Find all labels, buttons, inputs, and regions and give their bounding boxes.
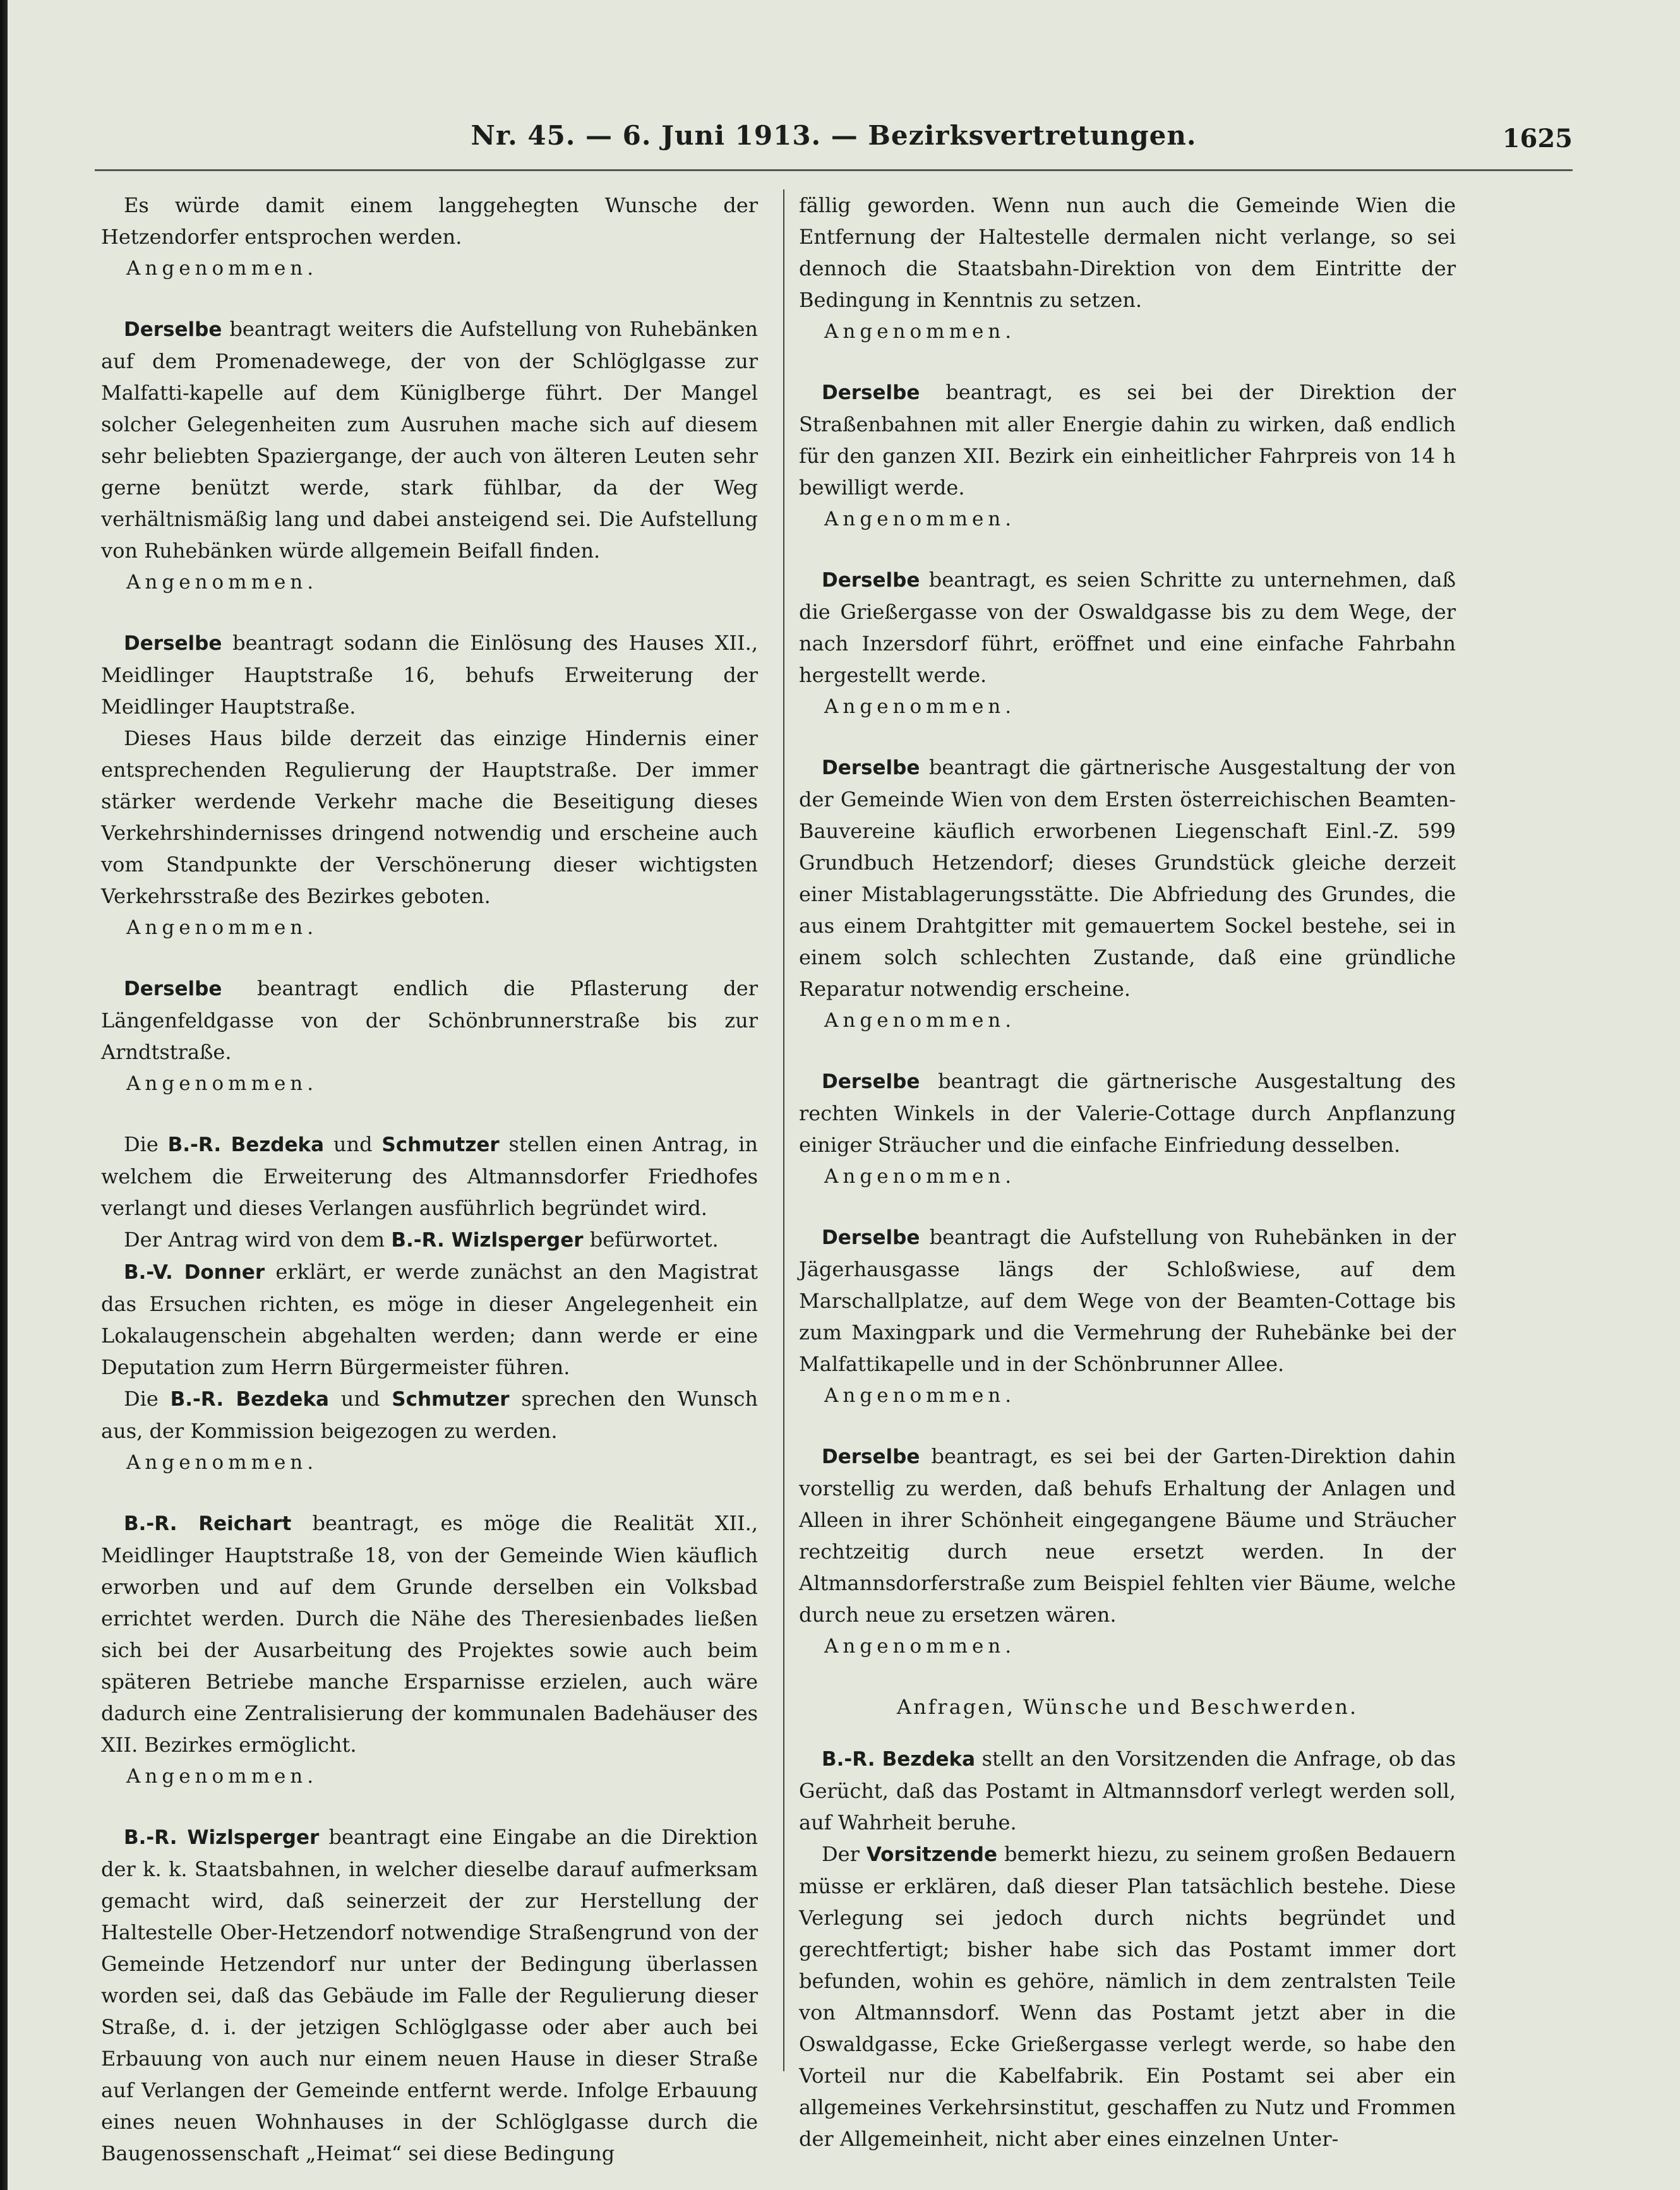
paragraph-text: beantragt eine Eingabe an die Direktion der k. k. Staatsbahnen, in welcher dieselbe darauf aufmerksam gemacht wird, daß seinerzeit der zur Herstellung der Haltestelle Ober-Hetzendorf notwendige Straßengrund von der Gemeinde Hetzendorf nur unter der Bedingung überlassen worden sei, daß das Gebäude im Falle der Regulierung dieser Straße, d. i. der jetzigen Schlöglgasse oder aber auch bei Erbauung von auch nur einem neuen Hause in dieser Straße auf Verlangen der Gemeinde entfernt werde. Infolge Erbauung eines neuen Wohnhauses in der Schlöglgasse durch die Baugenossenschaft „Heimat“ sei diese Bedingung xyxy=(101,1825,759,2165)
speaker-name: B.-R. Wizlsperger xyxy=(124,1826,320,1849)
speaker-name: Schmutzer xyxy=(381,1134,500,1156)
speaker-name: Derselbe xyxy=(822,1445,920,1468)
paragraph-text: Der xyxy=(822,1842,867,1866)
accepted-note: Angenommen. xyxy=(126,1451,318,1474)
speaker-name: B.-R. Wizlsperger xyxy=(391,1229,584,1252)
paragraph xyxy=(799,564,1456,691)
page-number: 1625 xyxy=(1502,124,1573,153)
accepted-note: Angenommen. xyxy=(824,1165,1016,1188)
paragraph xyxy=(101,722,758,912)
paragraph-text: Die xyxy=(124,1132,168,1156)
paragraph-text: beantragt sodann die Einlösung des Hauses XII., Meidlinger Hauptstraße 16, behufs Erweiterung der Meidlinger Hauptstraße. xyxy=(101,631,758,719)
accepted-note: Angenommen. xyxy=(824,1384,1016,1407)
paragraph-text: beantragt endlich die Pflasterung der Längenfeldgasse von der Schönbrunnerstraße bis zur Arndtstraße. xyxy=(101,976,758,1064)
paragraph xyxy=(101,1507,758,1761)
speaker-name: B.-R. Bezdeka xyxy=(167,1134,325,1156)
paragraph xyxy=(799,1838,1456,2155)
paragraph-text: bemerkt hiezu, zu seinem großen Bedauern müsse er erklären, daß dieser Plan tatsächlich bestehe. Diese Verlegung sei jedoch durch nichts begründet und gerechtfertigt; bisher habe sich das Postamt immer dort befunden, wohin es gehöre, nämlich in dem zentralsten Teile von Altmannsdorf. Wenn das Postamt jetzt aber in die Oswaldgasse, Ecke Grießergasse verlegt werde, so habe den Vorteil nur die Kabelfabrik. Ein Postamt sei aber ein allgemeines Verkehrsinstitut, geschaffen zu Nutz und Frommen der Allgemeinheit, nicht aber eines einzelnen Unter- xyxy=(799,1842,1456,2151)
paragraph-text: beantragt, es sei bei der Garten-Direktion dahin vorstellig zu werden, daß behufs Erhaltung der Anlagen und Alleen in ihrer Schönheit eingegangene Bäume und Sträucher rechtzeitig durch neue ersetzt werden. In der Altmannsdorferstraße zum Beispiel fehlten vier Bäume, welche durch neue zu ersetzen wären. xyxy=(799,1444,1456,1627)
paragraph-text: befürwortet. xyxy=(583,1228,719,1252)
paragraph-text: Die xyxy=(124,1387,171,1411)
paragraph xyxy=(101,189,758,253)
paragraph xyxy=(101,972,758,1068)
paragraph-text: stellen einen Antrag, in welchem die Erweiterung des Altmannsdorfer Friedhofes verlangt und dieses Verlangen ausführlich begründet wird. xyxy=(101,1132,759,1220)
speaker-name: B.-R. Bezdeka xyxy=(822,1748,976,1771)
paragraph xyxy=(799,1440,1456,1631)
paragraph xyxy=(101,627,758,722)
accepted-note: Angenommen. xyxy=(824,1635,1016,1658)
paragraph xyxy=(101,313,758,566)
column-divider xyxy=(783,189,784,2071)
paragraph-text: Dieses Haus bilde derzeit das einzige Hindernis einer entsprechenden Regulierung der Hauptstraße. Der immer stärker werdende Verkehr mache die Beseitigung dieses Verkehrshindernisses dringend notwendig und erscheine auch vom Standpunkte der Verschönerung dieser wichtigsten Verkehrsstraße des Bezirkes geboten. xyxy=(101,726,758,908)
paragraph-text: und xyxy=(328,1387,392,1411)
speaker-name: B.-R. Reichart xyxy=(124,1512,292,1535)
paragraph-text: erklärt, er werde zunächst an den Magistrat das Ersuchen richten, es möge in dieser Angelegenheit ein Lokalaugenschein abgehalten werden; dann werde er eine Deputation zum Herrn Bürgermeister führen. xyxy=(101,1260,759,1379)
paragraph-text: Es würde damit einem langgehegten Wunsche der Hetzendorfer entsprochen werden. xyxy=(101,193,758,249)
paragraph-text: beantragt weiters die Aufstellung von Ruhebänken auf dem Promenadewege, der von der Schlöglgasse zur Malfatti-kapelle auf dem Küniglberge führt. Der Mangel solcher Gelegenheiten zum Ausruhen mache sich auf diesem sehr beliebten Spaziergange, der auch von älteren Leuten sehr gerne benützt werde, stark fühlbar, da der Weg verhältnismäßig lang und dabei ansteigend sei. Die Aufstellung von Ruhebänken würde allgemein Beifall finden. xyxy=(101,317,758,563)
page-header xyxy=(95,120,1573,165)
accepted-note: Angenommen. xyxy=(126,571,318,594)
left-column xyxy=(101,189,759,2165)
speaker-name: Derselbe xyxy=(822,569,920,592)
paragraph-text: beantragt die gärtnerische Ausgestaltung des rechten Winkels in der Valerie-Cottage durch Anpflanzung einiger Sträucher und die einfache Einfriedung desselben. xyxy=(799,1069,1456,1157)
speaker-name: Derselbe xyxy=(822,381,920,404)
paragraph-text: Der Antrag wird von dem xyxy=(124,1228,392,1252)
header-title: Nr. 45. — 6. Juni 1913. — Bezirksvertretungen. xyxy=(471,120,1197,151)
paragraph xyxy=(799,1743,1456,1838)
section-heading: Anfragen, Wünsche und Beschwerden. xyxy=(896,1695,1359,1719)
paragraph-text: beantragt, es möge die Realität XII., Meidlinger Hauptstraße 18, von der Gemeinde Wien käuflich erworben und auf dem Grunde derselben ein Volksbad errichtet werden. Durch die Nähe des Theresienbades ließen sich bei der Ausarbeitung des Projektes sowie auch beim späteren Betriebe manche Ersparnisse erzielen, auch wäre dadurch eine Zentralisierung der kommunalen Badehäuser des XII. Bezirkes ermöglicht. xyxy=(101,1511,758,1757)
speaker-name: Derselbe xyxy=(822,1070,920,1093)
paragraph xyxy=(799,1065,1456,1161)
paragraph xyxy=(799,189,1456,316)
paragraph-text: beantragt, es sei bei der Direktion der Straßenbahnen mit aller Energie dahin zu wirken, daß endlich für den ganzen XII. Bezirk ein einheitlicher Fahrpreis von 14 h bewilligt werde. xyxy=(799,380,1456,500)
speaker-name: Derselbe xyxy=(124,978,222,1000)
accepted-note: Angenommen. xyxy=(824,320,1016,343)
paragraph-text: beantragt die Aufstellung von Ruhebänken in der Jägerhausgasse längs der Schloßwiese, auf dem Marschallplatze, auf dem Wege von der Beamten-Cottage bis zum Maxingpark und die Vermehrung der Ruhebänke bei der Malfattikapelle und in der Schönbrunner Allee. xyxy=(799,1225,1456,1376)
paragraph xyxy=(101,1821,758,2169)
accepted-note: Angenommen. xyxy=(126,916,318,939)
paragraph xyxy=(101,1256,758,1383)
speaker-name: Vorsitzende xyxy=(866,1843,998,1866)
speaker-name: Derselbe xyxy=(822,757,920,779)
accepted-note: Angenommen. xyxy=(126,257,318,280)
paragraph xyxy=(101,1383,758,1447)
speaker-name: Schmutzer xyxy=(392,1388,510,1411)
scan-edge xyxy=(0,0,8,2190)
paragraph xyxy=(101,1128,758,1224)
accepted-note: Angenommen. xyxy=(126,1765,318,1788)
accepted-note: Angenommen. xyxy=(824,1009,1016,1032)
speaker-name: B.-R. Bezdeka xyxy=(170,1388,329,1411)
paragraph xyxy=(101,1224,758,1256)
paragraph xyxy=(799,376,1456,503)
paragraph-text: beantragt die gärtnerische Ausgestaltung der von der Gemeinde Wien von dem Ersten österreichischen Beamten-Bauvereine käuflich erworbenen Liegenschaft Einl.-Z. 599 Grundbuch Hetzendorf; dieses Grundstück gleiche derzeit einer Mistablagerungsstätte. Die Abfriedung des Grundes, die aus einem Drahtgitter mit gemauertem Sockel bestehe, sei in einem solch schlechten Zustande, daß eine gründliche Reparatur notwendig erscheine. xyxy=(799,755,1456,1001)
accepted-note: Angenommen. xyxy=(126,1072,318,1095)
accepted-note: Angenommen. xyxy=(824,695,1016,718)
speaker-name: Derselbe xyxy=(124,632,222,655)
accepted-note: Angenommen. xyxy=(824,508,1016,530)
speaker-name: Derselbe xyxy=(822,1226,920,1249)
speaker-name: B.-V. Donner xyxy=(124,1261,265,1284)
paragraph xyxy=(799,751,1456,1005)
paragraph-text: beantragt, es seien Schritte zu unternehmen, daß die Grießergasse von der Oswaldgasse bis zu dem Wege, der nach Inzersdorf führt, eröffnet und eine einfache Fahrbahn hergestellt werde. xyxy=(799,568,1456,687)
paragraph xyxy=(799,1221,1456,1380)
speaker-name: Derselbe xyxy=(124,318,222,341)
paragraph-text: und xyxy=(324,1132,382,1156)
paragraph-text: sprechen den Wunsch aus, der Kommission beigezogen zu werden. xyxy=(101,1387,759,1443)
paragraph-text: fällig geworden. Wenn nun auch die Gemeinde Wien die Entfernung der Haltestelle dermalen nicht verlange, so sei dennoch die Staatsbahn-Direktion von dem Eintritte der Bedingung in Kenntnis zu setzen. xyxy=(799,193,1456,312)
right-column xyxy=(799,189,1456,2151)
header-rule xyxy=(95,169,1573,171)
paragraph-text: stellt an den Vorsitzenden die Anfrage, ob das Gerücht, daß das Postamt in Altmannsdorf verlegt werden soll, auf Wahrheit beruhe. xyxy=(799,1747,1456,1834)
